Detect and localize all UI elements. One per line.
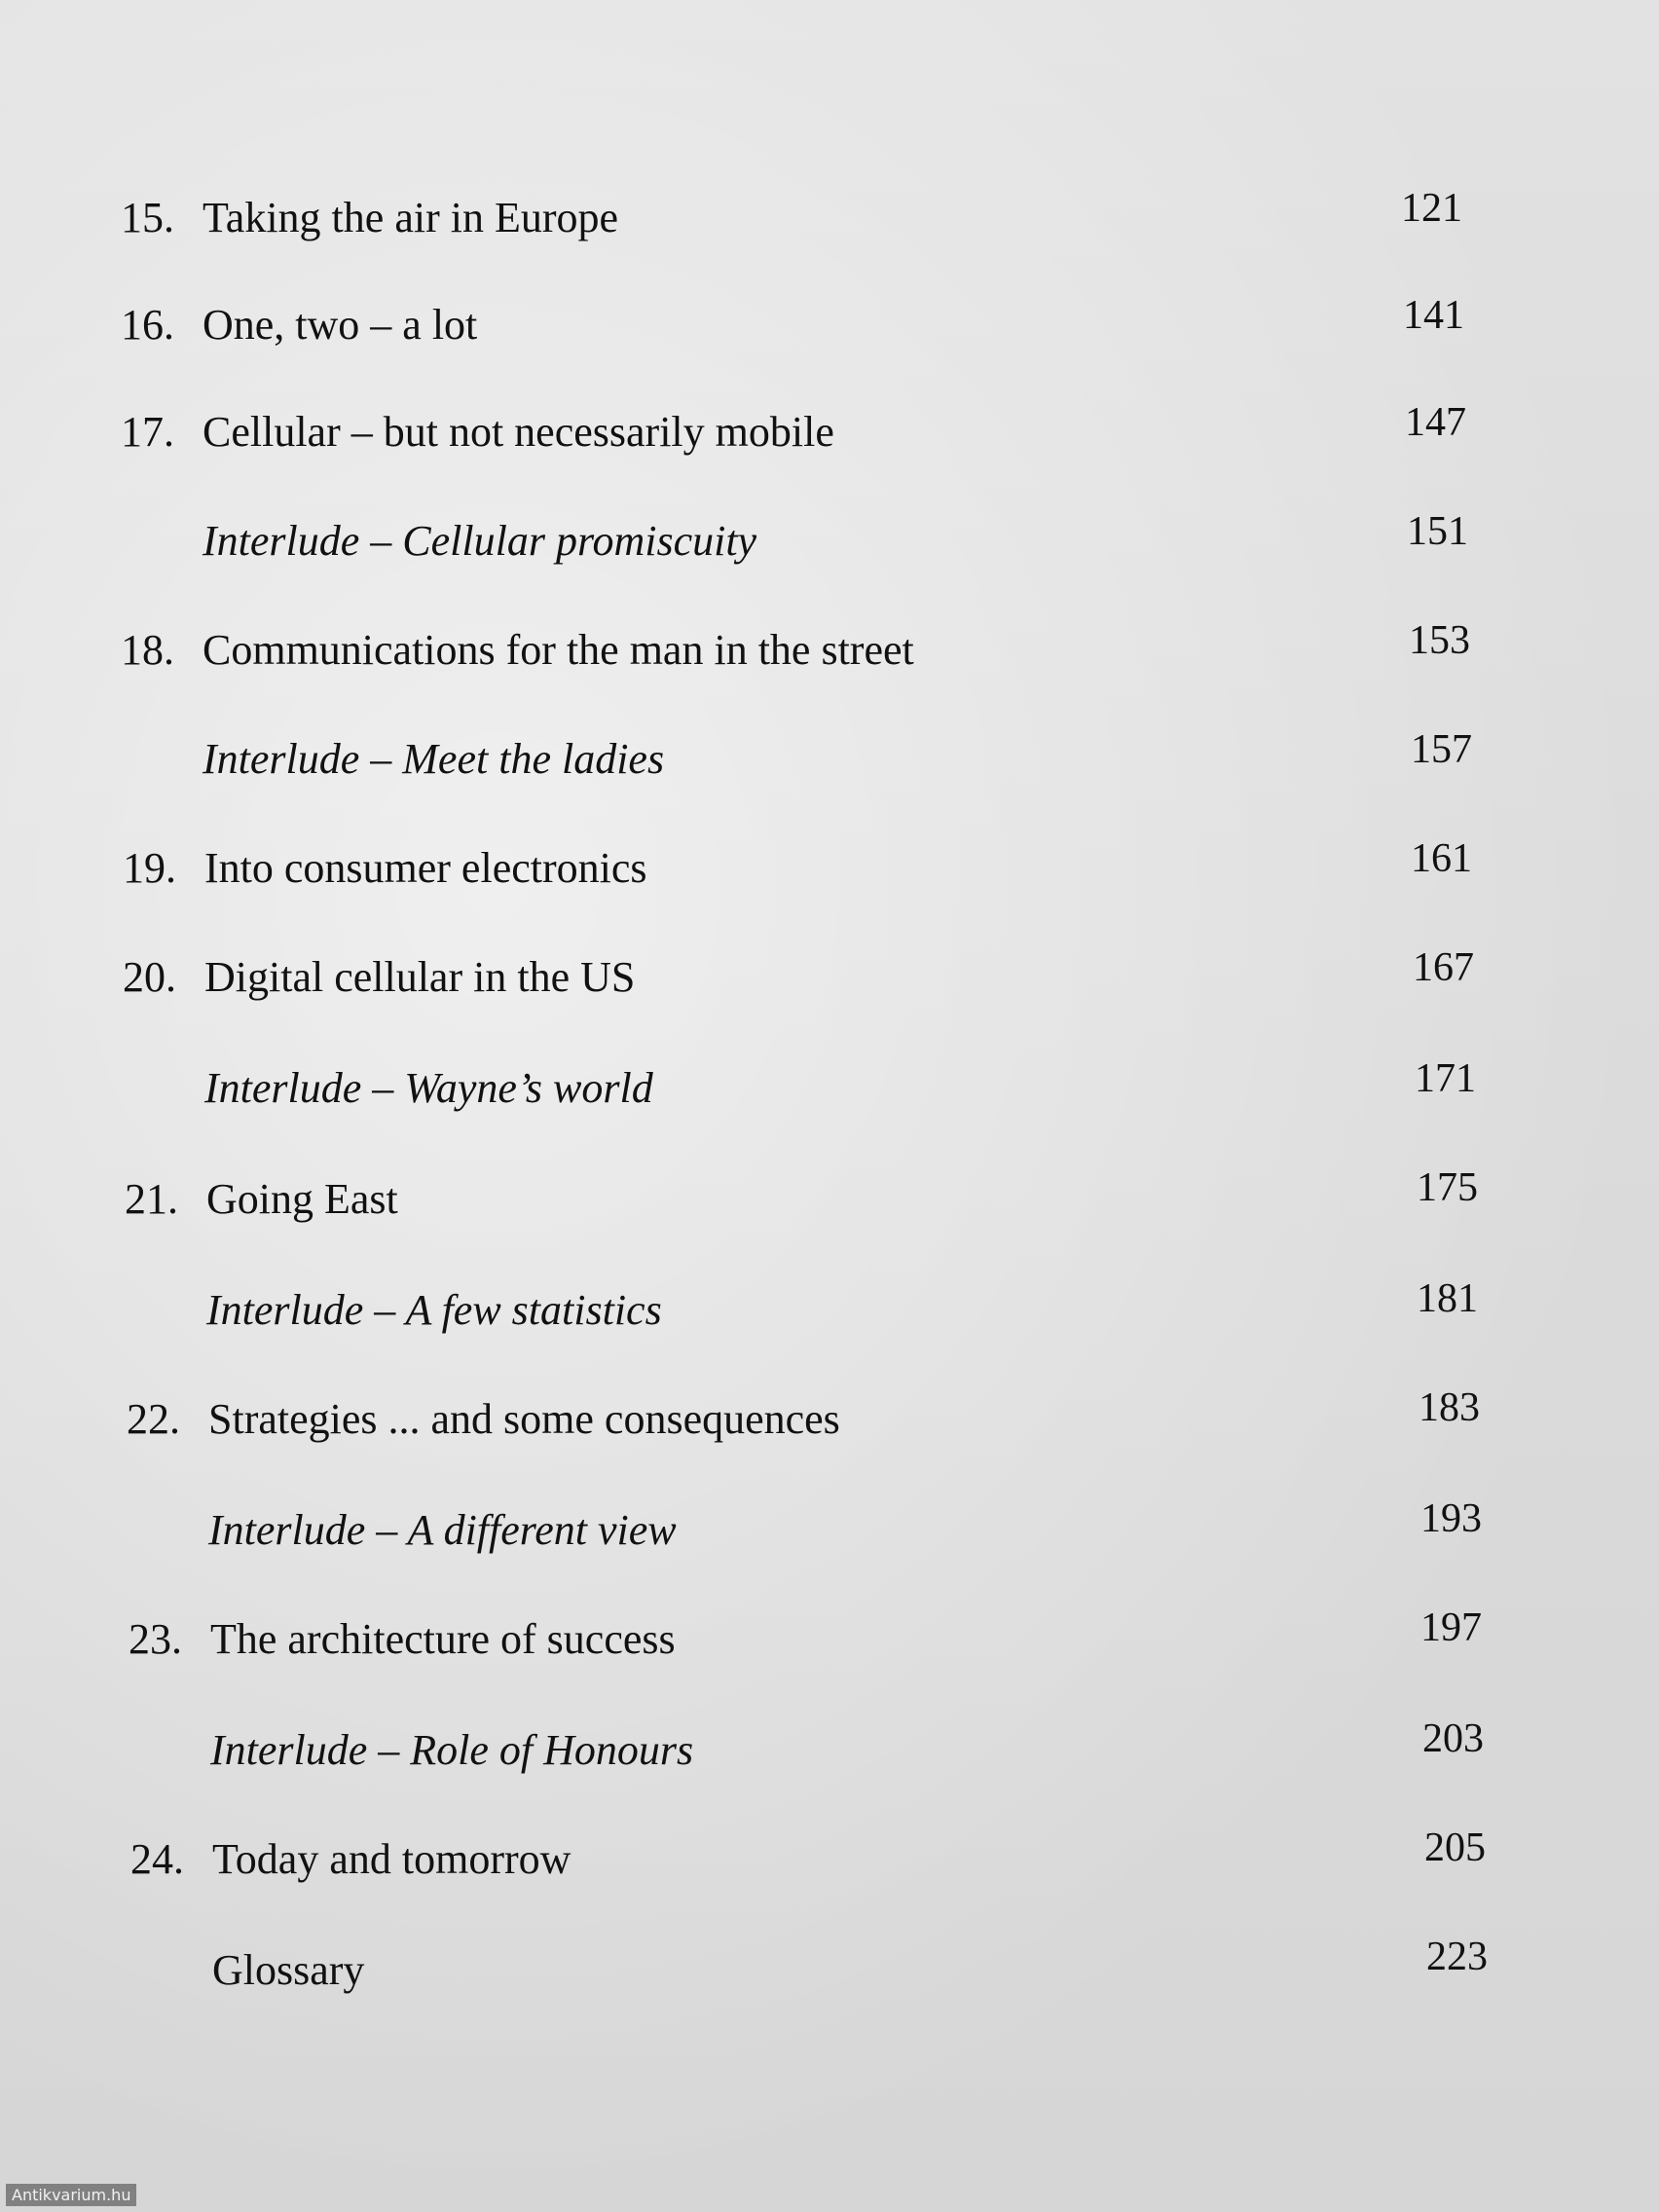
toc-entry-title: Interlude – Wayne’s world <box>204 1064 653 1112</box>
toc-entry-22 <box>127 1392 840 1447</box>
toc-page-number: 153 <box>1409 618 1470 663</box>
toc-page-number: 151 <box>1407 509 1468 554</box>
toc-page-number: 161 <box>1411 836 1472 881</box>
toc-page-number: 223 <box>1426 1935 1488 1979</box>
toc-entry-interlude <box>123 1061 653 1116</box>
toc-entry-title: Taking the air in Europe <box>203 194 619 241</box>
toc-page-number: 205 <box>1424 1825 1486 1870</box>
toc-entry-number: 18. <box>121 626 174 674</box>
toc-entry-title: Strategies ... and some consequences <box>208 1395 840 1443</box>
toc-entry-18 <box>121 623 914 678</box>
toc-entry-number: 21. <box>125 1175 178 1223</box>
toc-entry-title: Interlude – Role of Honours <box>210 1726 694 1774</box>
toc-page-number: 171 <box>1415 1056 1476 1101</box>
toc-entry-title: Digital cellular in the US <box>204 953 636 1001</box>
toc-page-number: 157 <box>1411 727 1472 772</box>
toc-entry-20 <box>123 950 635 1005</box>
toc-page-number: 121 <box>1401 186 1462 231</box>
toc-page-number: 183 <box>1419 1385 1480 1430</box>
toc-entry-title: Today and tomorrow <box>212 1835 571 1883</box>
toc-page-number: 203 <box>1422 1716 1484 1761</box>
toc-entry-title: Interlude – A different view <box>208 1506 677 1554</box>
toc-page-number: 197 <box>1420 1605 1482 1650</box>
toc-entry-title: One, two – a lot <box>203 301 478 349</box>
toc-entry-19 <box>123 841 647 896</box>
toc-entry-number: 17. <box>121 408 174 456</box>
toc-entry-interlude <box>127 1503 677 1558</box>
toc-entry-title: Glossary <box>212 1946 365 1994</box>
toc-page-number: 141 <box>1403 293 1464 338</box>
toc-entry-title: The architecture of success <box>210 1615 676 1663</box>
toc-entry-interlude <box>129 1723 693 1778</box>
toc-page-number: 167 <box>1413 945 1474 990</box>
toc-entry-number: 24. <box>130 1835 184 1883</box>
toc-entry-title: Going East <box>206 1175 398 1223</box>
toc-entry-15 <box>121 191 618 245</box>
toc-entry-number: 20. <box>123 953 176 1001</box>
toc-entry-24 <box>130 1832 571 1887</box>
toc-entry-number: 15. <box>121 194 174 241</box>
toc-page-number: 181 <box>1417 1276 1478 1321</box>
toc-entry-number: 23. <box>129 1615 182 1663</box>
toc-entry-number: 22. <box>127 1395 180 1443</box>
toc-entry-title: Interlude – Cellular promiscuity <box>203 517 757 565</box>
toc-entry-glossary <box>130 1943 364 1998</box>
toc-entry-interlude <box>121 732 664 787</box>
toc-entry-23 <box>129 1612 676 1667</box>
toc-entry-17 <box>121 405 834 460</box>
toc-entry-title: Communications for the man in the street <box>203 626 914 674</box>
toc-page-number: 147 <box>1405 400 1466 445</box>
toc-entry-interlude <box>125 1283 662 1338</box>
toc-entry-number: 16. <box>121 301 174 349</box>
toc-page-number: 175 <box>1417 1165 1478 1210</box>
toc-entry-title: Into consumer electronics <box>204 844 647 892</box>
toc-entry-21 <box>125 1172 398 1227</box>
toc-entry-title: Interlude – A few statistics <box>206 1286 662 1334</box>
toc-entry-title: Cellular – but not necessarily mobile <box>203 408 834 456</box>
watermark: Antikvarium.hu <box>6 2184 136 2206</box>
toc-entry-16 <box>121 298 477 352</box>
toc-entry-interlude <box>121 514 756 569</box>
toc-entry-title: Interlude – Meet the ladies <box>203 735 665 783</box>
toc-page-number: 193 <box>1420 1496 1482 1541</box>
toc-entry-number: 19. <box>123 844 176 892</box>
